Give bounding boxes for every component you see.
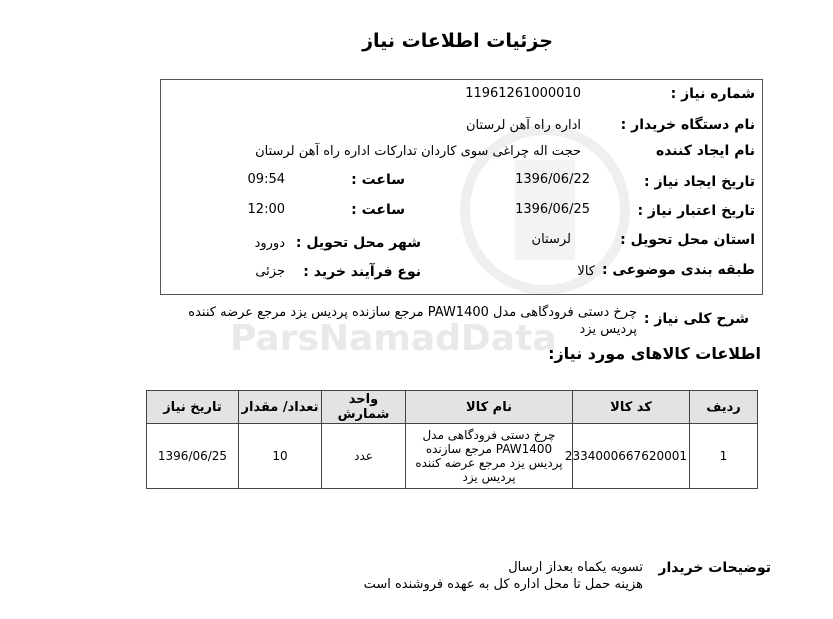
- header-goods-code: کد کالا: [573, 391, 690, 424]
- cell-quantity: 10: [239, 424, 322, 489]
- creator-label: نام ایجاد کننده: [655, 143, 755, 159]
- cell-row-number: 1: [690, 424, 758, 489]
- buyer-notes-label: توضیحات خریدار: [658, 560, 771, 576]
- page-title: جزئیات اطلاعات نیاز: [362, 30, 553, 52]
- table-row: [147, 424, 758, 489]
- header-goods-name: نام کالا: [406, 391, 573, 424]
- category-value: کالا: [577, 264, 595, 279]
- process-value: جزئی: [255, 264, 285, 279]
- description-label: شرح کلی نیاز :: [643, 311, 749, 327]
- valid-date-label: تاریخ اعتبار نیاز :: [637, 203, 755, 219]
- process-label: نوع فرآیند خرید :: [303, 264, 421, 280]
- cell-unit: عدد: [322, 424, 406, 489]
- description-value: چرخ دستی فرودگاهی مدل PAW1400 مرجع سازنده پردیس یزد مرجع عرضه کننده پردیس یزد: [188, 305, 637, 337]
- created-time-value: 09:54: [247, 172, 285, 187]
- cell-goods-name: چرخ دستی فرودگاهی مدل PAW1400 مرجع سازنده پردیس یزد مرجع عرضه کننده پردیس یزد: [406, 424, 573, 489]
- need-number-label: شماره نیاز :: [670, 86, 755, 102]
- buyer-org-label: نام دستگاه خریدار :: [620, 117, 755, 133]
- valid-date-value: 1396/06/25: [515, 202, 590, 217]
- created-time-label: ساعت :: [351, 172, 405, 188]
- buyer-notes: [364, 559, 643, 593]
- watermark: ParsNamadData: [230, 318, 557, 359]
- cell-goods-code: 2334000667620001: [573, 424, 690, 489]
- valid-time-label: ساعت :: [351, 202, 405, 218]
- need-number-value: 11961261000010: [465, 86, 581, 101]
- created-date-value: 1396/06/22: [515, 172, 590, 187]
- header-row-number: ردیف: [690, 391, 758, 424]
- table-header-row: [147, 391, 758, 424]
- buyer-org-value: اداره راه آهن لرستان: [465, 118, 581, 133]
- header-quantity: تعداد/ مقدار: [239, 391, 322, 424]
- province-value: لرستان: [531, 232, 571, 247]
- province-label: استان محل تحویل :: [620, 232, 755, 248]
- buyer-note-line: هزینه حمل تا محل اداره کل به عهده فروشنده است: [363, 577, 643, 592]
- category-label: طبقه بندی موضوعی :: [601, 262, 755, 278]
- buyer-note-line: تسویه یکماه بعداز ارسال: [508, 560, 643, 575]
- header-need-date: تاریخ نیاز: [147, 391, 239, 424]
- cell-need-date: 1396/06/25: [147, 424, 239, 489]
- city-value: دورود: [254, 236, 285, 251]
- header-unit: واحد شمارش: [322, 391, 406, 424]
- goods-table: [146, 390, 758, 489]
- city-label-text: شهر محل تحویل :: [295, 235, 421, 251]
- created-date-label: تاریخ ایجاد نیاز :: [643, 174, 755, 190]
- creator-value: حجت اله چراغی سوی کاردان تدارکات اداره راه آهن لرستان: [255, 144, 581, 159]
- valid-time-value: 12:00: [247, 202, 285, 217]
- goods-section-title: اطلاعات کالاهای مورد نیاز:: [548, 344, 761, 363]
